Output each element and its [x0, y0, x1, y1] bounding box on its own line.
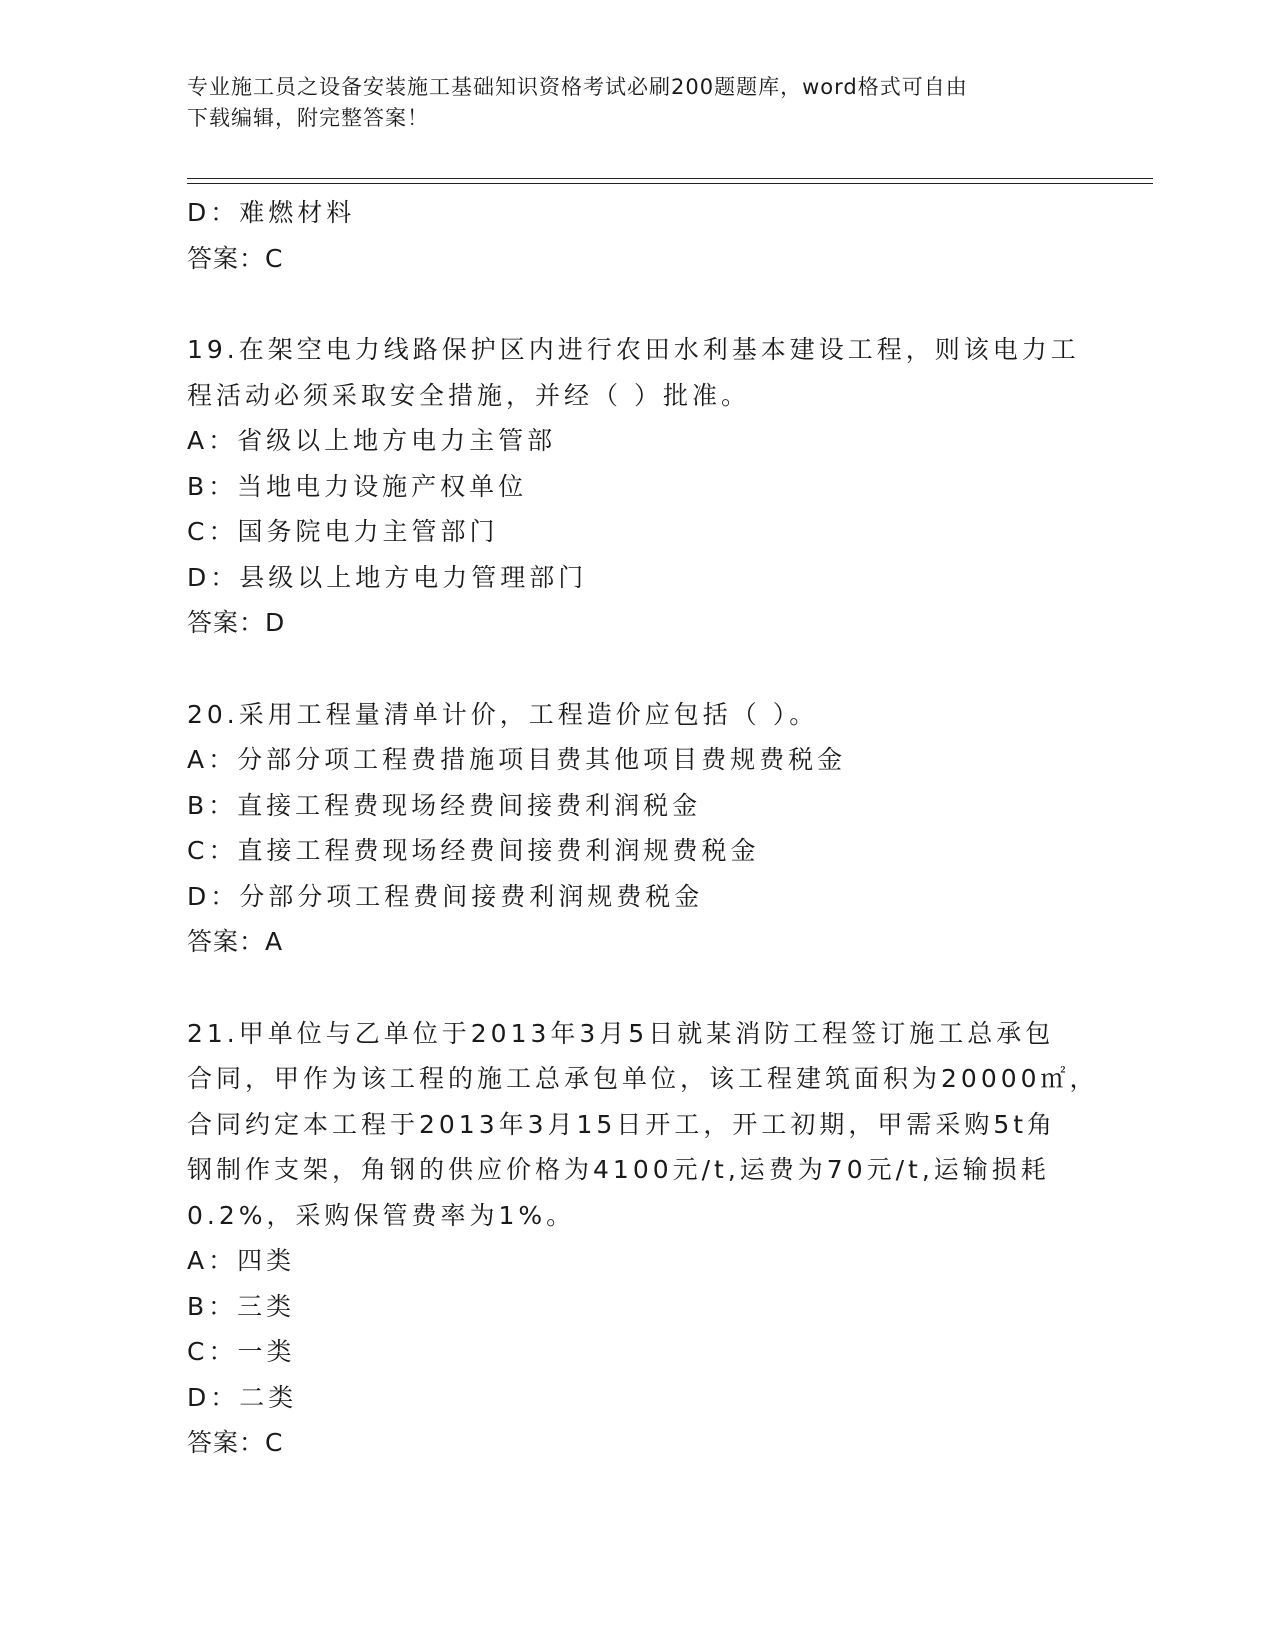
- option-c: C：直接工程费现场经费间接费利润规费税金: [187, 836, 760, 865]
- header-line-1: 专业施工员之设备安装施工基础知识资格考试必刷200题题库，word格式可自由: [187, 75, 968, 99]
- question-20: [187, 692, 1087, 965]
- spacer: [187, 965, 1087, 1011]
- option-b: B：当地电力设施产权单位: [187, 471, 528, 501]
- option-d: D：难燃材料: [187, 198, 356, 227]
- question-stem-line: 20.采用工程量清单计价，工程造价应包括（ ）。: [187, 699, 819, 729]
- option-a: A：省级以上地方电力主管部: [187, 426, 557, 455]
- answer-line: 答案：A: [187, 927, 284, 956]
- header-line-2: 下载编辑，附完整答案！: [187, 106, 429, 130]
- answer-line: 答案：D: [187, 608, 286, 637]
- option-c: C：一类: [187, 1337, 296, 1366]
- spacer: [187, 646, 1087, 692]
- answer-line: 答案：C: [187, 243, 284, 273]
- question-content: [187, 190, 1099, 1466]
- question-21: [187, 1011, 1099, 1466]
- question-stem-line: 0.2%，采购保管费率为1%。: [187, 1200, 576, 1230]
- header-divider-bottom: [187, 183, 1153, 184]
- option-b: B：直接工程费现场经费间接费利润税金: [187, 790, 702, 820]
- option-a: A：分部分项工程费措施项目费其他项目费规费税金: [187, 745, 847, 774]
- question-stem-line: 合同，甲作为该工程的施工总承包单位，该工程建筑面积为20000㎡，: [187, 1064, 1099, 1093]
- option-a: A：四类: [187, 1246, 296, 1275]
- question-stem-line: 19.在架空电力线路保护区内进行农田水利基本建设工程，则该电力工: [187, 335, 1080, 364]
- option-d: D：二类: [187, 1382, 298, 1412]
- answer-line: 答案：C: [187, 1428, 284, 1457]
- question-stem-line: 程活动必须采取安全措施，并经（ ）批准。: [187, 380, 750, 410]
- question-stem-line: 合同约定本工程于2013年3月15日开工，开工初期，甲需采购5t角: [187, 1109, 1057, 1139]
- option-d: D：分部分项工程费间接费利润规费税金: [187, 881, 704, 911]
- question-19: [187, 327, 1087, 646]
- option-d: D：县级以上地方电力管理部门: [187, 562, 588, 592]
- document-header: [187, 72, 1087, 134]
- question-18-tail: [187, 190, 1087, 281]
- question-stem-line: 21.甲单位与乙单位于2013年3月5日就某消防工程签订施工总承包: [187, 1018, 1055, 1048]
- header-divider-top: [187, 178, 1153, 179]
- question-stem-line: 钢制作支架，角钢的供应价格为4100元/t,运费为70元/t,运输损耗: [187, 1155, 1050, 1184]
- option-c: C：国务院电力主管部门: [187, 517, 499, 546]
- spacer: [187, 281, 1087, 327]
- option-b: B：三类: [187, 1291, 296, 1321]
